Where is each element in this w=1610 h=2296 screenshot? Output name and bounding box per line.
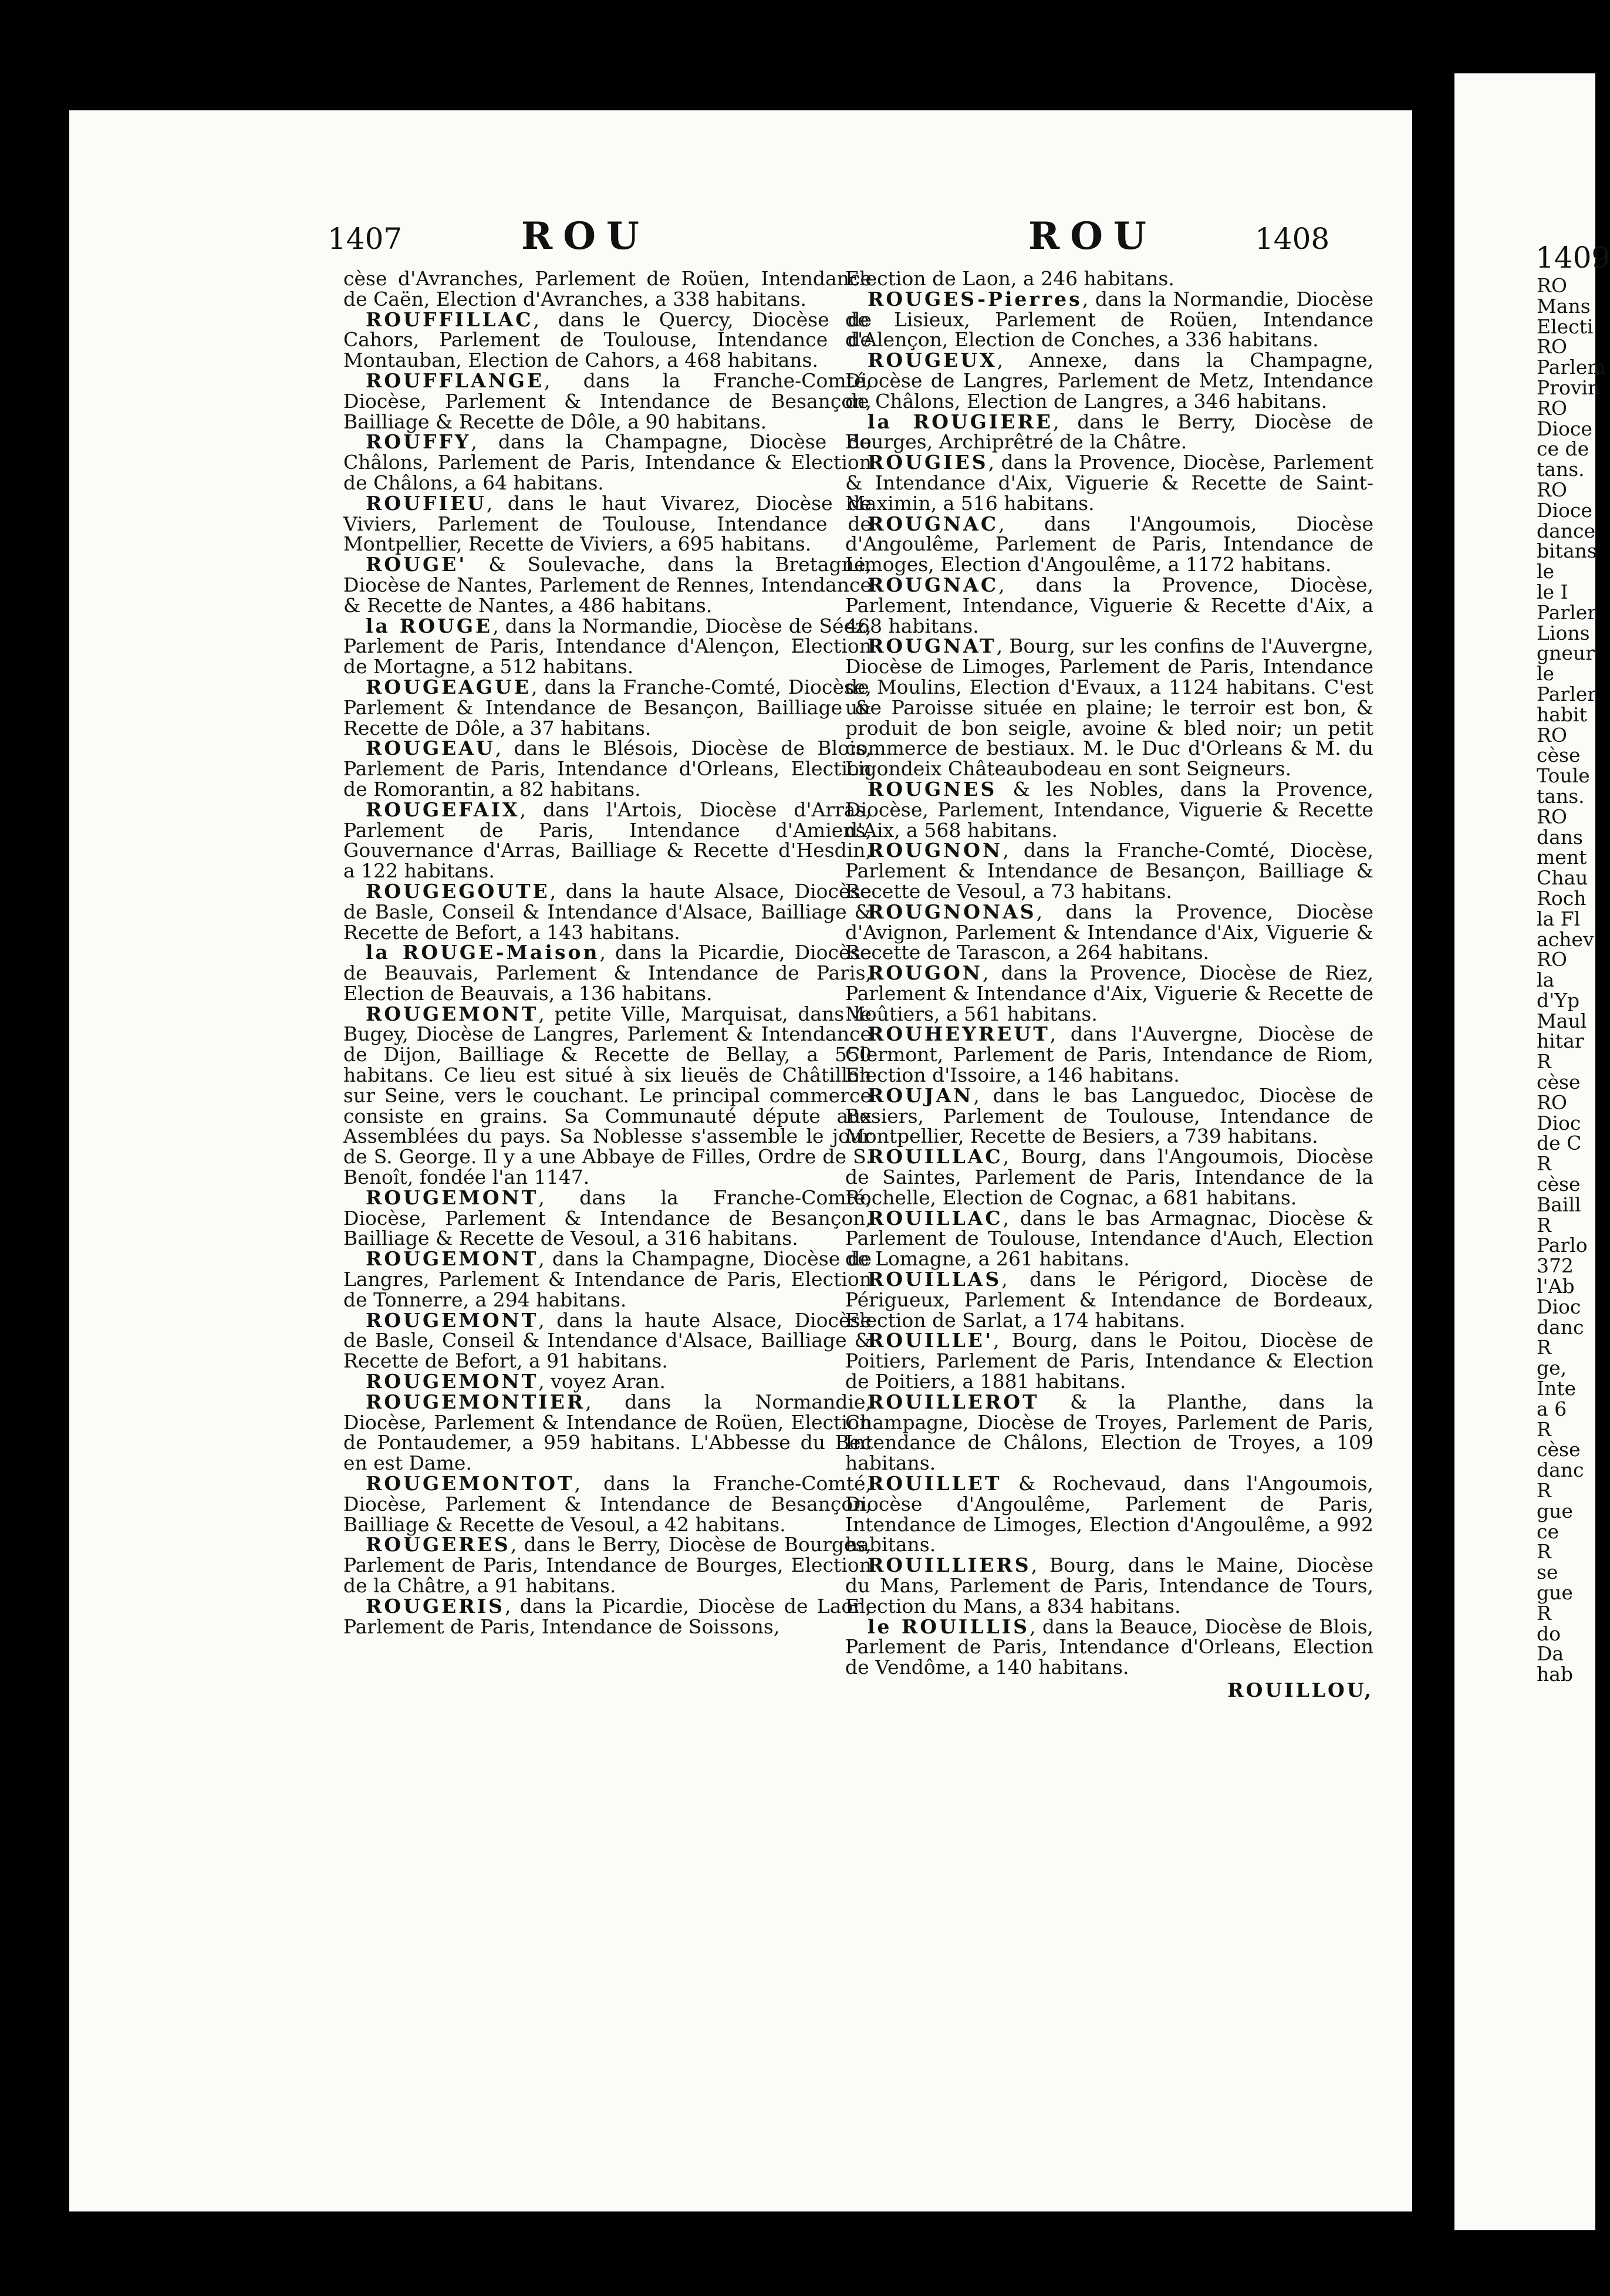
dictionary-entry: [845, 350, 1373, 411]
dictionary-entry: [845, 1024, 1373, 1085]
entry-text: , dans le Blésois, Diocèse de Blois, Parlement de Paris, Intendance d'Orleans, Election de Romorantin, a 82 habitans.: [343, 737, 872, 801]
entry-headword: ROUGEMONTIER: [366, 1390, 586, 1413]
entry-text: , dans la Picardie, Diocèse de Laon, Parlement de Paris, Intendance de Soissons,: [343, 1594, 872, 1638]
next-page-line: hitar: [1537, 1029, 1584, 1053]
dictionary-entry: [343, 879, 872, 944]
next-page-line: R: [1537, 1050, 1551, 1073]
next-page-line: achev: [1537, 927, 1594, 951]
dictionary-entry: [845, 1083, 1373, 1148]
dictionary-entry: [845, 1331, 1373, 1392]
entry-headword: ROUGEMONT: [366, 1308, 539, 1332]
dictionary-entry: [343, 555, 872, 616]
dictionary-entry: [343, 1535, 872, 1596]
dictionary-entry: [845, 1269, 1373, 1331]
next-page-line: Parler: [1537, 682, 1597, 705]
entry-text: , dans le Quercy, Diocèse de Cahors, Parlement de Toulouse, Intendance de Montauban, Election de Cahors, a 468 habitans.: [343, 308, 872, 372]
next-page-line: cèse: [1537, 1438, 1581, 1461]
next-page-line: Chau: [1537, 866, 1588, 890]
next-page-line: bitans: [1537, 539, 1597, 563]
entry-headword: ROUJAN: [868, 1083, 974, 1107]
entry-headword: ROUGEMONT: [366, 1247, 539, 1271]
next-page-line: R: [1537, 1540, 1551, 1564]
next-page-line: d'Yp: [1537, 988, 1580, 1012]
next-page-line: RO: [1537, 1090, 1567, 1114]
entry-text: , dans la Franche-Comté, Diocèse, Parlement & Intendance de Besançon, Bailliage & Recette de Dôle, a 90 habitans.: [343, 369, 872, 433]
entry-headword: ROUGON: [868, 961, 983, 985]
dictionary-entry: [343, 800, 872, 882]
entry-headword: ROUFFY: [366, 430, 471, 454]
entry-headword: ROUILLET: [868, 1472, 1002, 1495]
dictionary-entry: [845, 1392, 1373, 1474]
entry-headword: ROUGNES: [868, 777, 997, 801]
entry-headword: le ROUILLIS: [868, 1615, 1030, 1638]
next-page-line: ce de: [1537, 437, 1589, 461]
dictionary-entry: [845, 1208, 1373, 1269]
next-page-line: Mans: [1537, 294, 1591, 318]
next-page-line: RO: [1537, 723, 1567, 747]
next-page-line: cèse: [1537, 1071, 1581, 1094]
dictionary-entry: [343, 1392, 872, 1474]
entry-text: , dans le Berry, Diocèse de Bourges, Archiprêtré de la Châtre.: [845, 410, 1373, 454]
next-page-line: Parlo: [1537, 1234, 1588, 1257]
entry-text: , Bourg, dans le Maine, Diocèse du Mans, Parlement de Paris, Intendance de Tours, Election du Mans, a 834 habitans.: [845, 1554, 1373, 1618]
next-page-fragments: [1537, 274, 1606, 1686]
next-page-line: cèse: [1537, 744, 1581, 767]
entry-text: cèse d'Avranches, Parlement de Roüen, Intendance de Caën, Election d'Avranches, a 338 habitans.: [343, 267, 872, 310]
next-page-line: cèse: [1537, 1173, 1581, 1196]
next-page-line: tans.: [1537, 784, 1585, 808]
entry-headword: ROUGNAT: [868, 634, 997, 658]
dictionary-entry: [845, 963, 1373, 1024]
next-page-line: Maul: [1537, 1009, 1587, 1032]
entry-headword: ROUGNONAS: [868, 900, 1037, 923]
entry-headword: ROUGNON: [868, 839, 1003, 862]
entry-text: , dans la Provence, Diocèse de Riez, Parlement & Intendance d'Aix, Viguerie & Recette de Moûtiers, a 561 habitans.: [845, 961, 1373, 1025]
page-number-right: 1408: [1255, 222, 1330, 256]
next-page-line: Parlem: [1537, 356, 1606, 379]
dictionary-entry: [845, 453, 1373, 514]
next-page-line: Parler: [1537, 600, 1597, 624]
next-page-line: RO: [1537, 396, 1567, 420]
next-page-line: Inte: [1537, 1377, 1577, 1400]
entry-text: , dans la Picardie, Diocèse de Beauvais, Parlement & Intendance de Paris, Election de Beauvais, a 136 habitans.: [343, 941, 872, 1005]
next-page-line: hab: [1537, 1663, 1574, 1686]
entry-text: , voyez Aran.: [538, 1370, 666, 1393]
next-page-line: Toule: [1537, 764, 1590, 788]
next-page-line: le: [1537, 560, 1555, 583]
next-page-line: gue: [1537, 1581, 1573, 1604]
entry-headword: ROUFFLANGE: [366, 369, 545, 392]
entry-text: , dans le haut Vivarez, Diocèse de Viviers, Parlement de Toulouse, Intendance de Montpellier, Recette de Viviers, a 695 habitans.: [343, 491, 872, 556]
next-page-line: gue: [1537, 1499, 1573, 1522]
entry-headword: ROUGNAC: [868, 512, 999, 535]
dictionary-entry: [343, 371, 872, 432]
entry-headword: ROUGEMONT: [366, 1186, 539, 1209]
dictionary-entry: [343, 616, 872, 677]
next-page-line: ment: [1537, 846, 1587, 869]
next-page-line: le I: [1537, 580, 1568, 603]
next-page-line: 372: [1537, 1254, 1574, 1278]
entry-headword: ROUFIEU: [366, 491, 487, 515]
entry-text: , Annexe, dans la Champagne, Diocèse de Langres, Parlement de Metz, Intendance de Châlons, Election de Langres, a 346 habitans.: [845, 349, 1373, 413]
dictionary-entry: [343, 677, 872, 738]
dictionary-entry: [845, 575, 1373, 636]
entry-headword: ROUGERES: [366, 1533, 511, 1556]
entry-text: , dans le bas Languedoc, Diocèse de Besiers, Parlement de Toulouse, Intendance de Montpellier, Recette de Besiers, a 739 habitans.: [845, 1083, 1373, 1148]
entry-headword: ROUHEYREUT: [868, 1022, 1050, 1046]
entry-headword: ROUFFILLAC: [366, 308, 534, 331]
entry-text: , dans la Franche-Comté, Diocèse, Parlement & Intendance de Besançon, Bailliage & Recette de Vesoul, a 42 habitans.: [343, 1472, 872, 1536]
next-page-line: RO: [1537, 335, 1567, 359]
entry-text: , dans l'Auvergne, Diocèse de Clermont, Parlement de Paris, Intendance de Riom, Election d'Issoire, a 146 habitans.: [845, 1022, 1373, 1087]
gutter: [1412, 0, 1454, 2296]
next-page-line: R: [1537, 1417, 1551, 1441]
next-page-line: Electi: [1537, 315, 1594, 338]
next-page-line: le: [1537, 662, 1555, 686]
next-page-line: Dioce: [1537, 498, 1592, 522]
entry-text: , dans l'Artois, Diocèse d'Arras, Parlement de Paris, Intendance d'Amiens, Gouvernance d'Arras, Bailliage & Recette d'Hesdin, a 122 habitans.: [343, 798, 872, 883]
entry-headword: ROUGIES: [868, 451, 988, 474]
entry-text: & Soulevache, dans la Bretagne, Diocèse de Nantes, Parlement de Rennes, Intendance & Recette de Nantes, a 486 habitans.: [343, 553, 872, 617]
entry-text: , dans la haute Alsace, Diocèse de Basle, Conseil & Intendance d'Alsace, Bailliage & Recette de Befort, a 143 habitans.: [343, 879, 872, 944]
entry-headword: la ROUGE: [366, 614, 493, 637]
next-page-line: danc: [1537, 1458, 1584, 1482]
dictionary-entry: [343, 269, 872, 310]
next-page-line: R: [1537, 1336, 1551, 1359]
next-page-line: l'Ab: [1537, 1275, 1575, 1298]
entry-headword: ROUILLIERS: [868, 1554, 1031, 1577]
running-head-left: ROU: [521, 214, 650, 258]
next-page-line: RO: [1537, 805, 1567, 828]
dictionary-entry: [343, 1188, 872, 1249]
dictionary-entry: [845, 840, 1373, 901]
entry-text: , Bourg, dans l'Angoumois, Diocèse de Saintes, Parlement de Paris, Intendance de la Rochelle, Election de Cognac, a 681 habitans.: [845, 1145, 1373, 1209]
dictionary-entry: [343, 943, 872, 1004]
entry-headword: ROUGNAC: [868, 573, 999, 596]
dictionary-entry: [343, 310, 872, 371]
next-page-line: Dioce: [1537, 417, 1592, 440]
entry-headword: la ROUGE-Maison: [366, 941, 600, 964]
entry-text: , dans la Provence, Diocèse, Parlement, Intendance, Viguerie & Recette d'Aix, a 468 habitans.: [845, 573, 1373, 637]
entry-text: , dans la Normandie, Diocèse de Séez, Parlement de Paris, Intendance d'Alençon, Election de Mortagne, a 512 habitans.: [343, 614, 872, 678]
dictionary-entry: [845, 779, 1373, 840]
entry-headword: ROUGEGOUTE: [366, 879, 550, 903]
dictionary-entry: [845, 636, 1373, 779]
dictionary-entry: [845, 412, 1373, 453]
next-page-line: la: [1537, 968, 1555, 992]
next-page-line: la Fl: [1537, 907, 1581, 930]
next-page-line: Da: [1537, 1642, 1564, 1666]
next-page-line: Roch: [1537, 886, 1587, 910]
entry-headword: ROUGEMONT: [366, 1002, 539, 1025]
running-head-right: ROU: [1028, 214, 1157, 258]
entry-text: , dans la Champagne, Diocèse de Langres, Parlement & Intendance de Paris, Election de Tonnerre, a 294 habitans.: [343, 1247, 872, 1311]
dictionary-entry: [845, 1617, 1373, 1678]
next-page-line: RO: [1537, 948, 1567, 971]
next-page-line: ce: [1537, 1520, 1560, 1543]
next-page-line: de C: [1537, 1132, 1582, 1155]
entry-text: , dans le Berry, Diocèse de Bourges, Parlement de Paris, Intendance de Bourges, Election de la Châtre, a 91 habitans.: [343, 1533, 872, 1597]
left-column: [343, 269, 872, 1637]
next-page-number: 1409: [1535, 241, 1610, 275]
entry-text: , dans la Provence, Diocèse, Parlement & Intendance d'Aix, Viguerie & Recette de Saint-Maximin, a 516 habitans.: [845, 451, 1373, 515]
entry-text: , dans la haute Alsace, Diocèse de Basle, Conseil & Intendance d'Alsace, Bailliage & Recette de Befort, a 91 habitans.: [343, 1308, 872, 1373]
entry-headword: la ROUGIERE: [868, 410, 1054, 433]
entry-text: , dans la Normandie, Diocèse de Lisieux, Parlement de Roüen, Intendance d'Alençon, Election de Conches, a 336 habitans.: [845, 287, 1373, 352]
next-page-line: Provin: [1537, 376, 1601, 399]
entry-text: , dans la Provence, Diocèse d'Avignon, Parlement & Intendance d'Aix, Viguerie & Recette de Tarascon, a 264 habitans.: [845, 900, 1373, 964]
dictionary-entry: [343, 738, 872, 799]
entry-headword: ROUGE': [366, 553, 467, 576]
entry-text: & la Planthe, dans la Champagne, Diocèse de Troyes, Parlement de Paris, Intendance de Châlons, Election de Troyes, a 109 habitans.: [845, 1390, 1373, 1475]
entry-headword: ROUGES-Pierres: [868, 287, 1082, 310]
entry-text: , dans la Franche-Comté, Diocèse, Parlement & Intendance de Besançon, Bailliage & Recette de Dôle, a 37 habitans.: [343, 675, 872, 740]
dictionary-entry: [845, 1555, 1373, 1616]
next-page-line: dans: [1537, 825, 1583, 849]
dictionary-entry: [845, 514, 1373, 575]
entry-headword: ROUGEAU: [366, 737, 495, 760]
dictionary-entry: [343, 1372, 872, 1392]
next-page-line: do: [1537, 1622, 1561, 1645]
entry-headword: ROUGEFAIX: [366, 798, 520, 821]
next-page-edge: [1454, 73, 1610, 2230]
next-page-line: a 6: [1537, 1397, 1567, 1420]
next-page-line: dance: [1537, 519, 1596, 542]
entry-text: , dans la Beauce, Diocèse de Blois, Parlement de Paris, Intendance d'Orleans, Election de Vendôme, a 140 habitans.: [845, 1615, 1373, 1679]
next-page-line: R: [1537, 1601, 1551, 1625]
entry-text: & les Nobles, dans la Provence, Diocèse, Parlement, Intendance, Viguerie & Recette d'Aix, a 568 habitans.: [845, 777, 1373, 842]
entry-text: , dans la Franche-Comté, Diocèse, Parlement & Intendance de Besançon, Bailliage & Recette de Vesoul, a 316 habitans.: [343, 1186, 872, 1250]
dictionary-entry: [845, 902, 1373, 963]
entry-headword: ROUGERIS: [366, 1594, 505, 1618]
entry-headword: ROUILLAS: [868, 1268, 1002, 1291]
next-page-line: R: [1537, 1479, 1551, 1502]
next-page-line: RO: [1537, 478, 1567, 501]
entry-text: , Bourg, sur les confins de l'Auvergne, Diocèse de Limoges, Parlement de Paris, Intendance de Moulins, Election d'Evaux, a 1124 habitans. C'est une Paroisse située en plaine; le terroir est bon, & produit de bon seigle, avoine & bled noir; un petit commerce de bestiaux. M. le Duc d'Orleans & M. du Ligondeix Châteaubodeau en sont Seigneurs.: [845, 634, 1373, 781]
entry-headword: ROUILLEROT: [868, 1390, 1039, 1413]
next-page-line: Dioc: [1537, 1295, 1581, 1318]
next-page-line: Dioc: [1537, 1111, 1581, 1135]
entry-text: , dans la Normandie, Diocèse, Parlement & Intendance de Roüen, Election de Pontaudemer, a 959 habitans. L'Abbesse du Bec en est Dame.: [343, 1390, 872, 1475]
entry-headword: ROUGEAGUE: [366, 675, 532, 698]
entry-text: , dans la Franche-Comté, Diocèse, Parlement & Intendance de Besançon, Bailliage & Recette de Vesoul, a 73 habitans.: [845, 839, 1373, 903]
dictionary-entry: [343, 1004, 872, 1188]
next-page-line: tans.: [1537, 458, 1585, 481]
dictionary-entry: [845, 1147, 1373, 1208]
entry-headword: ROUGEMONT: [366, 1370, 539, 1393]
dictionary-entry: [343, 1308, 872, 1373]
page-number-left: 1407: [328, 222, 403, 256]
entry-text: , Bourg, dans le Poitou, Diocèse de Poitiers, Parlement de Paris, Intendance & Election de Poitiers, a 1881 habitans.: [845, 1329, 1373, 1393]
next-page-line: danc: [1537, 1315, 1584, 1339]
catchword: ROUILLOU,: [1227, 1678, 1373, 1701]
next-page-line: R: [1537, 1213, 1551, 1237]
entry-headword: ROUGEUX: [868, 349, 997, 372]
entry-text: , dans le bas Armagnac, Diocèse & Parlement de Toulouse, Intendance d'Auch, Election de Lomagne, a 261 habitans.: [845, 1206, 1373, 1271]
dictionary-entry: [343, 1474, 872, 1535]
next-page-line: R: [1537, 1152, 1551, 1176]
dictionary-entry: [845, 269, 1373, 289]
entry-headword: ROUILLE': [868, 1329, 994, 1352]
entry-text: , dans l'Angoumois, Diocèse d'Angoulême, Parlement de Paris, Intendance de Limoges, Election d'Angoulême, a 1172 habitans.: [845, 512, 1373, 576]
entry-text: , dans le Périgord, Diocèse de Périgueux, Parlement & Intendance de Bordeaux, Election de Sarlat, a 174 habitans.: [845, 1268, 1373, 1332]
entry-text: , petite Ville, Marquisat, dans le Bugey, Diocèse de Langres, Parlement & Intendance de Dijon, Bailliage & Recette de Bellay, a 550 habitans. Ce lieu est situé à six lieuës de Châtillon sur Seine, vers le couchant. Le principal commerce consiste en grains. Sa Communauté députe aux Assemblées du pays. Sa Noblesse s'assemble le jour de S. George. Il y a une Abbaye de Filles, Ordre de S. Benoît, fondée l'an 1147.: [343, 1002, 872, 1189]
entry-headword: ROUILLAC: [868, 1206, 1003, 1230]
dictionary-entry: [343, 432, 872, 493]
dictionary-entry: [845, 289, 1373, 350]
entry-text: & Rochevaud, dans l'Angoumois, Diocèse d'Angoulême, Parlement de Paris, Intendance de Limoges, Election d'Angoulême, a 992 habitans.: [845, 1472, 1373, 1556]
entry-text: , dans la Champagne, Diocèse de Châlons, Parlement de Paris, Intendance & Election de Châlons, a 64 habitans.: [343, 430, 872, 494]
next-page-line: RO: [1537, 274, 1567, 297]
next-page-line: Lions: [1537, 621, 1590, 644]
dictionary-entry: [343, 1249, 872, 1310]
next-page-line: habit: [1537, 703, 1587, 726]
next-page-line: se: [1537, 1561, 1558, 1584]
next-page-line: gneur: [1537, 641, 1595, 665]
dictionary-entry: [845, 1474, 1373, 1555]
right-column: [845, 269, 1373, 1701]
dictionary-entry: [343, 491, 872, 556]
dictionary-entry: [343, 1596, 872, 1637]
entry-headword: ROUILLAC: [868, 1145, 1003, 1169]
next-page-line: ge,: [1537, 1356, 1567, 1380]
entry-text: Election de Laon, a 246 habitans.: [845, 267, 1174, 290]
entry-headword: ROUGEMONTOT: [366, 1472, 575, 1495]
next-page-line: Baill: [1537, 1193, 1581, 1216]
